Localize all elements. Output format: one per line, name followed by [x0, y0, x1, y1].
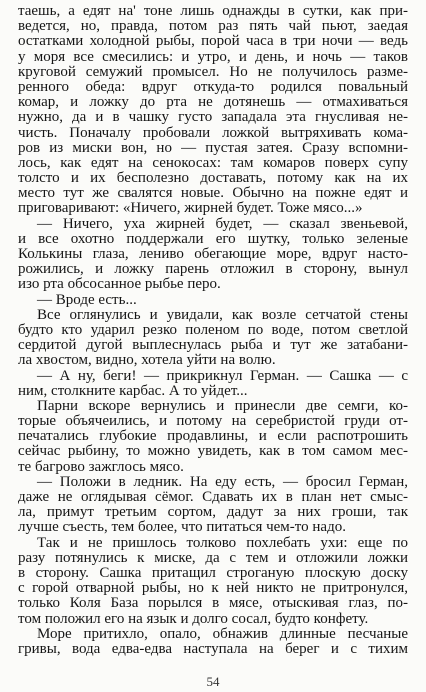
paragraph — [18, 475, 408, 536]
text-line: ла хвостом, видно, хотела уйти на волю. — [18, 352, 276, 369]
text-line: рожились, и ложку парень отложил в сторону, вынул — [18, 261, 408, 278]
text-line: ла, примут третьим сортом, дадут за них гроши, так — [18, 504, 408, 521]
text-line: сердитой дугой выплеснулась рыба и тут же затабани- — [18, 337, 408, 354]
paragraph — [18, 308, 408, 369]
text-line: гривы, вода едва-едва наступала на берег и с тихим — [18, 640, 408, 657]
text-line: ведется, но, правда, потом раз пять чай пьют, заедая — [18, 18, 408, 35]
page-number: 54 — [206, 674, 220, 689]
text-line: Колькины глаза, лениво обегающие море, вдруг насто- — [18, 246, 408, 262]
text-line: Море притихло, опало, обнажив длинные песчаные — [37, 625, 408, 642]
text-line: у моря все смесились: и утро, и день, и ночь — таков — [18, 48, 408, 65]
paragraph — [18, 369, 408, 399]
text-line: ним, столкните карбас. А то уйдет... — [18, 382, 248, 399]
text-line: таешь, а едят на' тоне лишь однажды в сутки, как при- — [18, 3, 408, 19]
text-line: ренного обеда: вдруг откуда-то родился повальный — [18, 78, 408, 95]
text-line: Все оглянулись и увидали, как возле сетчатой стены — [37, 306, 408, 323]
text-line: изо рта обсосанное рыбье перо. — [18, 276, 221, 293]
text-line: — Ничего, уха жирней будет, — сказал звеньевой, — [37, 215, 408, 232]
text-line: сейчас рыбину, то можно увидеть, как в том самом мес- — [18, 443, 408, 460]
text-line: разу потянулись к миске, да с тем и отложили ложки — [18, 549, 408, 566]
text-line: Так и не пришлось толково похлебать ухи: еще по — [37, 534, 408, 551]
text-line: торые объячеились, и потому на серебристой груди от- — [18, 413, 408, 430]
paragraph — [18, 217, 408, 293]
text-line: лучше съесть, тем более, что питаться чем-то надо. — [18, 519, 346, 536]
text-line: — Вроде есть... — [37, 291, 137, 308]
text-body — [18, 4, 408, 657]
text-line: место тут же свалятся новые. Обычно на пожне едят и — [18, 185, 408, 202]
text-line: печатались глубокие продавлины, и если распотрошить — [18, 428, 408, 445]
text-line: будто кто ударил резко поленом по воде, потом светлой — [18, 321, 408, 338]
paragraph — [18, 536, 408, 627]
text-line: нужно, да и в чашку густо западала эта гнусливая не- — [18, 109, 408, 126]
paragraph — [18, 4, 408, 217]
text-line: чисть. Поначалу пробовали ложкой вытряхивать кома- — [18, 124, 408, 141]
text-line: и все охотно поддержали его шутку, только зеленые — [18, 230, 408, 247]
text-line: даже не оглядывая сёмог. Сдавать их в план нет смыс- — [18, 489, 408, 505]
text-line: остатками холодной рыбы, порой часа в три ночи — ведь — [18, 33, 408, 50]
text-line: том положил его на язык и долго сосал, будто конфету. — [18, 610, 369, 627]
paragraph — [18, 293, 408, 308]
text-line: — А ну, беги! — прикрикнул Герман. — Сашка — с — [37, 367, 408, 384]
text-line: Парни вскоре вернулись и принесли две семги, ко- — [37, 397, 408, 414]
text-line: те багрово зажглось мясо. — [18, 458, 184, 475]
paragraph — [18, 399, 408, 475]
text-line: комар, и ложку до рта не дотянешь — отмахиваться — [18, 94, 408, 111]
text-line: — Положи в ледник. На еду есть, — бросил Герман, — [37, 473, 408, 490]
text-line: приговаривают: «Ничего, жирней будет. Тоже мясо...» — [18, 200, 363, 217]
text-line: ров из миски вон, но — пустая затея. Сразу вспомни- — [18, 139, 408, 156]
text-line: лось, как едят на сенокосах: там комаров поверх супу — [18, 154, 408, 171]
text-line: толсто и их бесполезно доставать, потому как на их — [18, 170, 408, 187]
text-line: с горой отварной рыбы, но к ней никто не притронулся, — [18, 580, 408, 597]
text-line: в сторону. Сашка притащил строганую плоскую доску — [18, 564, 408, 581]
text-line: круговой семужий промысел. Но не получилось разме- — [18, 63, 408, 80]
text-line: только Коля База порылся в мясе, отыскивая глаз, по- — [18, 595, 408, 612]
paragraph — [18, 627, 408, 657]
